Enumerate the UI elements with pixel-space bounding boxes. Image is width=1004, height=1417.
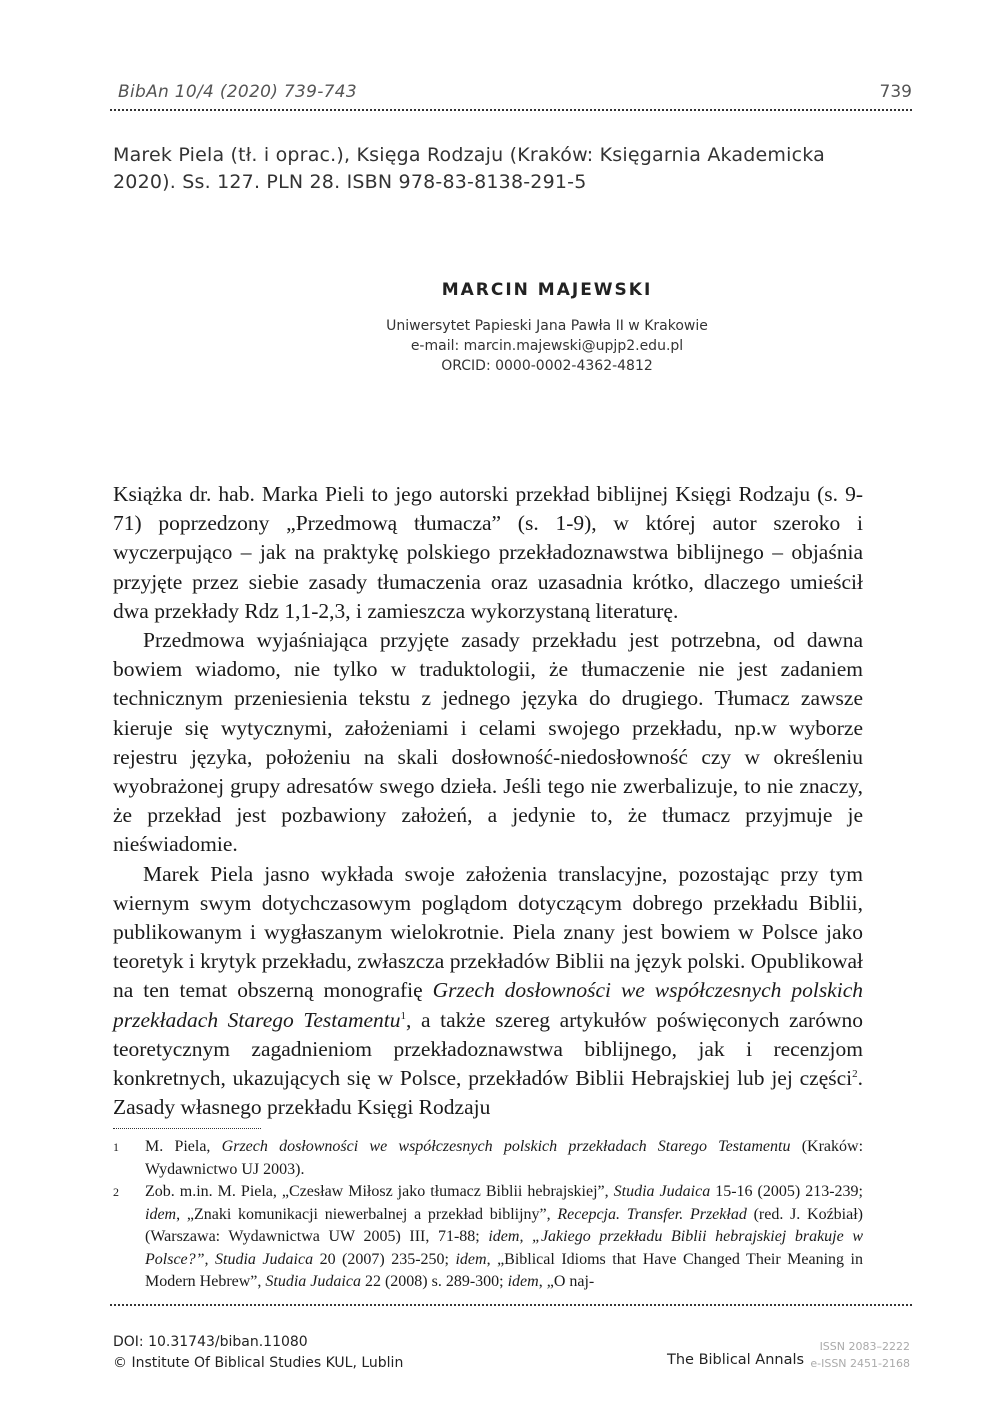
footnote-text: 15-16 (2005) 213-239; xyxy=(710,1183,863,1200)
footer-divider xyxy=(110,1304,912,1306)
eissn: e-ISSN 2451-2168 xyxy=(810,1357,910,1370)
author-affiliation: Uniwersytet Papieski Jana Pawła II w Krakowie xyxy=(386,318,708,334)
footnote-italic: Recepcja. Transfer. Przekład xyxy=(557,1205,747,1223)
author-name: MARCIN MAJEWSKI xyxy=(441,280,653,300)
paragraph-3-text-a: Marek Piela jasno wykłada swoje założenia translacyjne, pozostając przy tym wiernym swym dotychczasowym poglądom dotyczącym dobrego przekładu Biblii, publikowanym i wygłaszanym wielokrotnie. Piela znany jest bowiem w Polsce jako teoretyk i krytyk przekładu, zwłaszcza przekładów Biblii na język polski. Opublikował na ten temat obszerną monografię xyxy=(113,861,863,1003)
footer-left xyxy=(113,1332,403,1374)
footnote-text: (red. J. Koźbiał) (Warszawa: Wydawnictwa UW 2005) III, 71-88; xyxy=(145,1205,864,1245)
author-affiliation-block xyxy=(182,316,912,376)
author-email[interactable]: e-mail: marcin.majewski@upjp2.edu.pl xyxy=(410,338,684,354)
reviewed-book-reference xyxy=(113,142,903,196)
footnote-text: , „O naj- xyxy=(538,1273,595,1290)
paragraph-3-text-c: . Zasady własnego przekładu Księgi Rodzaju xyxy=(113,1066,863,1120)
footnote-1 xyxy=(113,1136,863,1181)
footnote-text: Zob. m.in. M. Piela, „Czesław Miłosz jako tłumacz Biblii hebrajskiej”, xyxy=(145,1183,614,1200)
footnote-text: 20 (2007) 235-250; xyxy=(313,1250,456,1268)
author-block xyxy=(112,280,912,376)
book-reference-line-2: 2020). Ss. 127. PLN 28. ISBN 978-83-8138-291-5 xyxy=(113,171,587,193)
copyright: © Institute Of Biblical Studies KUL, Lublin xyxy=(113,1355,404,1371)
footnote-italic: idem xyxy=(507,1273,539,1290)
footnote-text: 22 (2008) s. 289-300; xyxy=(360,1273,508,1290)
journal-name: The Biblical Annals xyxy=(667,1352,805,1368)
footnote-italic: idem, „Jakiego przekładu Biblii hebrajskiej brakuje w Polsce?”, Studia Judaica xyxy=(145,1228,864,1268)
footnote-text: , „Biblical Idioms that Have Changed Their Meaning in Modern Hebrew”, xyxy=(145,1250,863,1290)
doi[interactable]: DOI: 10.31743/biban.11080 xyxy=(113,1334,308,1350)
paragraph-3-text-b: , a także szereg artykułów poświęconych zarówno teoretycznym zagadnieniom przekładoznawstwa biblijnego, jak i recenzjom konkretnych, ukazujących się w Polsce, przekładów Biblii Hebrajskiej lub jej części xyxy=(113,1007,863,1091)
issn: ISSN 2083–2222 xyxy=(819,1340,910,1353)
body-paragraph-1: Książka dr. hab. Marka Pieli to jego autorski przekład biblijnej Księgi Rodzaju (s. 9-71) poprzedzony „Przedmową tłumacza” (s. 1-9), w której autor szeroko i wyczerpująco – jak na praktykę polskiego przekładoznawstwa biblijnego – objaśnia przyjęte przez siebie zasady tłumaczenia oraz uzasadnia krótko, dlaczego umieścił dwa przekłady Rdz 1,1-2,3, i zamieszcza wykorzystaną literaturę. xyxy=(113,482,863,623)
body-paragraph-3 xyxy=(113,860,863,1123)
footnotes xyxy=(113,1136,863,1294)
issn-block xyxy=(810,1338,910,1372)
footnote-separator xyxy=(113,1128,261,1129)
footnote-ref-2[interactable]: 2 xyxy=(852,1067,858,1080)
footnote-number: 1 xyxy=(113,1140,119,1154)
footnote-2 xyxy=(113,1181,863,1294)
footnote-italic: idem xyxy=(145,1205,177,1223)
cited-monograph-title: Grzech dosłowności we współczesnych polskich przekładach Starego Testamentu xyxy=(113,978,863,1032)
body-paragraph-2: Przedmowa wyjaśniająca przyjęte zasady przekładu jest potrzebna, od dawna bowiem wiadomo, nie tylko w traduktologii, że tłumaczenie nie jest zadaniem technicznym przeniesienia tekstu z jednego języka do drugiego. Tłumacz zawsze kieruje się wytycznymi, założeniami i celami swojego przekładu, np.w wyborze rejestru języka, położeniu na skali dosłowność-niedosłowność czy w określeniu wyobrażonej grupy adresatów swego dzieła. Jeśli tego nie zwerbalizuje, to nie znaczy, że przekład jest pozbawiony założeń, a jedynie to, że tłumacz przyjmuje je nieświadomie. xyxy=(113,628,863,857)
page-number: 739 xyxy=(879,82,912,102)
footnote-italic: Grzech dosłowności we współczesnych polskich przekładach Starego Testamentu xyxy=(221,1138,791,1155)
running-head xyxy=(112,82,912,108)
journal-reference: BibAn 10/4 (2020) 739-743 xyxy=(118,82,358,102)
footnote-text: , „Znaki komunikacji niewerbalnej a przekład biblijny”, xyxy=(176,1205,558,1223)
footnote-text: M. Piela, xyxy=(145,1138,222,1155)
header-divider xyxy=(110,109,912,111)
footnote-italic: idem xyxy=(455,1250,487,1268)
footnote-text: (Kraków: Wydawnictwo UJ 2003). xyxy=(145,1138,864,1178)
author-orcid: ORCID: 0000-0002-4362-4812 xyxy=(441,358,653,374)
review-body xyxy=(113,480,863,1122)
footnote-ref-1[interactable]: 1 xyxy=(400,1009,407,1022)
footnote-italic: Studia Judaica xyxy=(265,1273,361,1290)
book-reference-line-1: Marek Piela (tł. i oprac.), Księga Rodzaju (Kraków: Księgarnia Akademicka xyxy=(113,144,825,166)
footnote-italic: Studia Judaica xyxy=(613,1183,711,1200)
footnote-number: 2 xyxy=(113,1185,119,1199)
